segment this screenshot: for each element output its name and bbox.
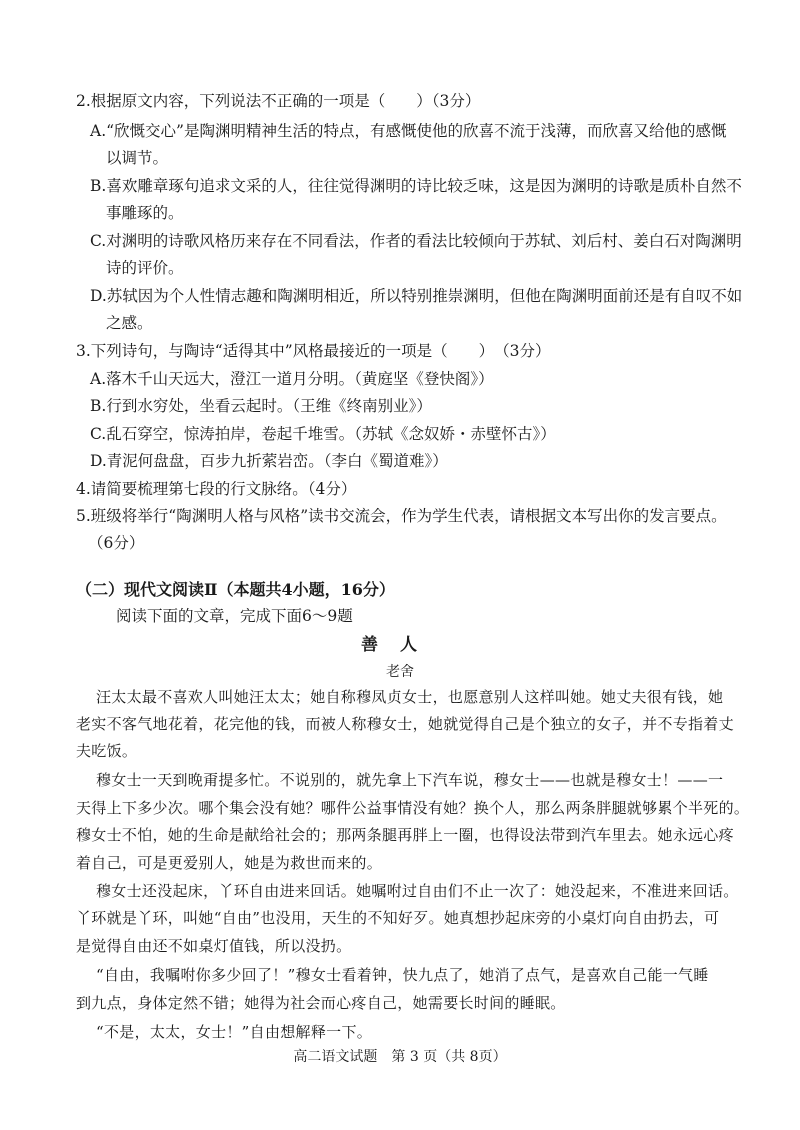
- paragraph-3-line-1: 穆女士还没起床，丫环自由进来回话。她嘱咐过自由们不止一次了：她没起来，不准进来回话。: [96, 882, 739, 900]
- option-d-line-1: D.苏轼因为个人性情志趣和陶渊明相近，所以特别推崇渊明，但他在陶渊明面前还是有自叹不如: [90, 287, 743, 305]
- option-c-line-2: 诗的评价。: [106, 259, 184, 277]
- article-author: 老舍: [386, 664, 414, 680]
- paragraph-1-line-1: 汪太太最不喜欢人叫她汪太太；她自称穆凤贞女士，也愿意别人这样叫她。她丈夫很有钱，她: [96, 688, 724, 706]
- paragraph-5-line-1: “不是，太太，女士！”自由想解释一下。: [96, 1023, 373, 1041]
- question-4: 4.请简要梳理第七段的行文脉络。（4分）: [76, 480, 357, 498]
- option-c-line-1: C.对渊明的诗歌风格历来存在不同看法，作者的看法比较倾向于苏轼、刘后村、姜白石对陶渊明: [90, 232, 742, 250]
- paragraph-2-line-3: 穆女士不怕，她的生命是献给社会的；那两条腿再胖上一圈，也得设法带到汽车里去。她永远心疼: [76, 826, 734, 844]
- question-2-stem: 2.根据原文内容，下列说法不正确的一项是（ ）（3分）: [76, 92, 481, 110]
- paragraph-3-line-3: 是觉得自由还不如桌灯值钱，所以没扔。: [76, 937, 352, 955]
- question-5-line-2: （6分）: [88, 534, 145, 552]
- option-a-line-1: A.“欣慨交心”是陶渊明精神生活的特点，有感慨使他的欣喜不流于浅薄，而欣喜又给他的感慨: [90, 122, 727, 140]
- question-5-line-1: 5.班级将举行“陶渊明人格与风格”读书交流会，作为学生代表，请根据文本写出你的发言要点。: [76, 507, 727, 525]
- paragraph-2-line-2: 天得上下多少次。哪个集会没有她？哪件公益事情没有她？换个人，那么两条胖腿就够累个半死的。: [76, 799, 750, 817]
- option-d: D.青泥何盘盘，百步九折萦岩峦。（李白《蜀道难》）: [90, 452, 448, 470]
- option-c: C.乱石穿空，惊涛拍岸，卷起千堆雪。（苏轼《念奴娇・赤壁怀古》）: [90, 425, 556, 443]
- paragraph-1-line-3: 夫吃饭。: [76, 742, 138, 760]
- section-heading: （二）现代文阅读Ⅱ（本题共4小题，16分）: [76, 580, 395, 599]
- option-a: A.落木千山天远大，澄江一道月分明。（黄庭坚《登快阁》）: [90, 370, 494, 388]
- paragraph-1-line-2: 老实不客气地花着，花完他的钱，而被人称穆女士，她就觉得自己是个独立的女子，并不专指着丈: [76, 715, 734, 733]
- paragraph-4-line-2: 到九点，身体定然不错；她得为社会而心疼自己，她需要长时间的睡眠。: [76, 994, 566, 1012]
- option-d-line-2: 之感。: [106, 314, 153, 332]
- paragraph-4-line-1: “自由，我嘱咐你多少回了！”穆女士看着钟，快九点了，她消了点气，是喜欢自己能一气睡: [96, 966, 709, 984]
- section-instruction: 阅读下面的文章，完成下面6～9题: [116, 607, 353, 625]
- paragraph-3-line-2: 丫环就是丫环，叫她“自由”也没用，天生的不知好歹。她真想抄起床旁的小桌灯向自由扔去，可: [76, 909, 720, 927]
- question-3-stem: 3.下列诗句，与陶诗“适得其中”风格最接近的一项是（ ） （3分）: [76, 342, 551, 360]
- page-footer: 高二语文试题 第 3 页（共 8页）: [293, 1049, 507, 1065]
- paragraph-2-line-1: 穆女士一天到晚甭提多忙。不说别的，就先拿上下汽车说，穆女士——也就是穆女士！——一: [96, 771, 724, 789]
- option-a-line-2: 以调节。: [106, 149, 169, 167]
- paragraph-2-line-4: 着自己，可是更爱别人，她是为救世而来的。: [76, 854, 383, 872]
- option-b-line-2: 事雕琢的。: [106, 204, 184, 222]
- article-title: 善人: [361, 635, 439, 655]
- option-b-line-1: B.喜欢雕章琢句追求文采的人，往往觉得渊明的诗比较乏味，这是因为渊明的诗歌是质朴自然不: [90, 177, 742, 195]
- option-b: B.行到水穷处，坐看云起时。（王维《终南别业》）: [90, 397, 432, 415]
